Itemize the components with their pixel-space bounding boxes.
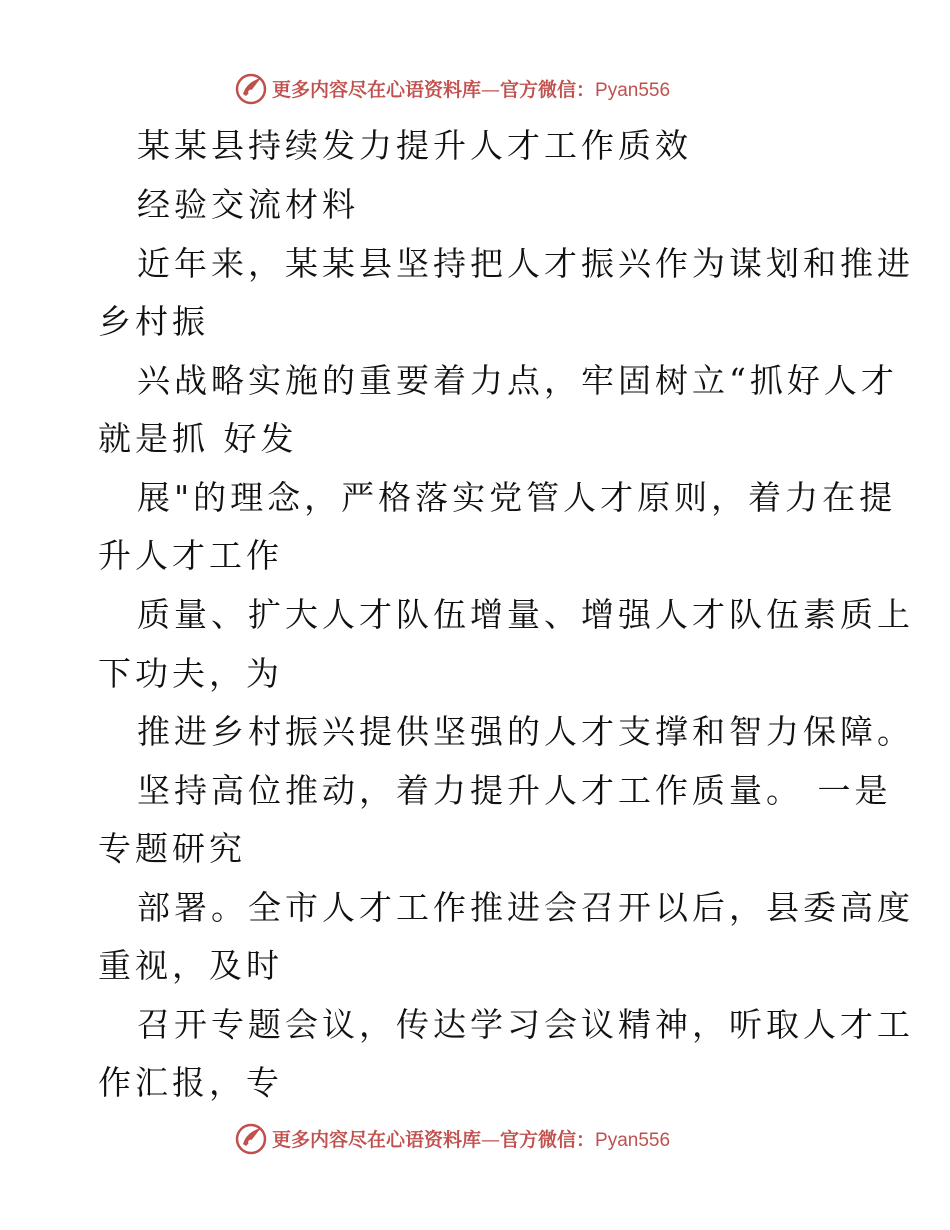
text-line: 专题研究	[98, 829, 246, 868]
header-banner-text	[272, 78, 670, 103]
text-line: 兴战略实施的重要着力点，牢固树立“抓好人才	[137, 361, 898, 400]
banner-separator: —	[481, 79, 501, 101]
text-line: 质量、扩大人才队伍增量、增强人才队伍素质上	[137, 595, 914, 634]
banner-label: 官方微信：	[500, 1129, 596, 1151]
text-line: 下功夫，为	[98, 654, 283, 693]
text-line: 展"的理念，严格落实党管人才原则，着力在提	[137, 478, 897, 517]
text-line: 作汇报，专	[98, 1063, 283, 1102]
banner-account: Pyan556	[595, 1130, 671, 1151]
banner-label: 官方微信：	[500, 79, 596, 101]
banner-title: 更多内容尽在心语资料库	[272, 1129, 482, 1151]
brush-heart-logo-icon	[234, 72, 268, 106]
brush-heart-logo-icon	[234, 1122, 268, 1156]
text-line: 重视，及时	[98, 946, 283, 985]
footer-banner-text	[272, 1128, 670, 1153]
text-line: 坚持高位推动，着力提升人才工作质量。 一是	[137, 771, 892, 810]
text-line: 部署。全市人才工作推进会召开以后，县委高度	[137, 888, 914, 927]
text-line: 就是抓 好发	[98, 419, 298, 458]
banner-separator: —	[481, 1129, 501, 1151]
banner-account: Pyan556	[595, 80, 671, 101]
footer-watermark-banner	[0, 1120, 950, 1160]
header-watermark-banner	[0, 70, 950, 110]
text-line: 召开专题会议，传达学习会议精神，听取人才工	[137, 1005, 914, 1044]
text-line: 乡村振	[98, 302, 209, 341]
banner-title: 更多内容尽在心语资料库	[272, 79, 482, 101]
doc-title: 某某县持续发力提升人才工作质效	[137, 126, 692, 165]
text-line: 推进乡村振兴提供坚强的人才支撑和智力保障。	[137, 712, 914, 751]
text-line: 升人才工作	[98, 536, 283, 575]
text-line: 近年来，某某县坚持把人才振兴作为谋划和推进	[137, 244, 914, 283]
doc-subtitle: 经验交流材料	[137, 185, 359, 224]
